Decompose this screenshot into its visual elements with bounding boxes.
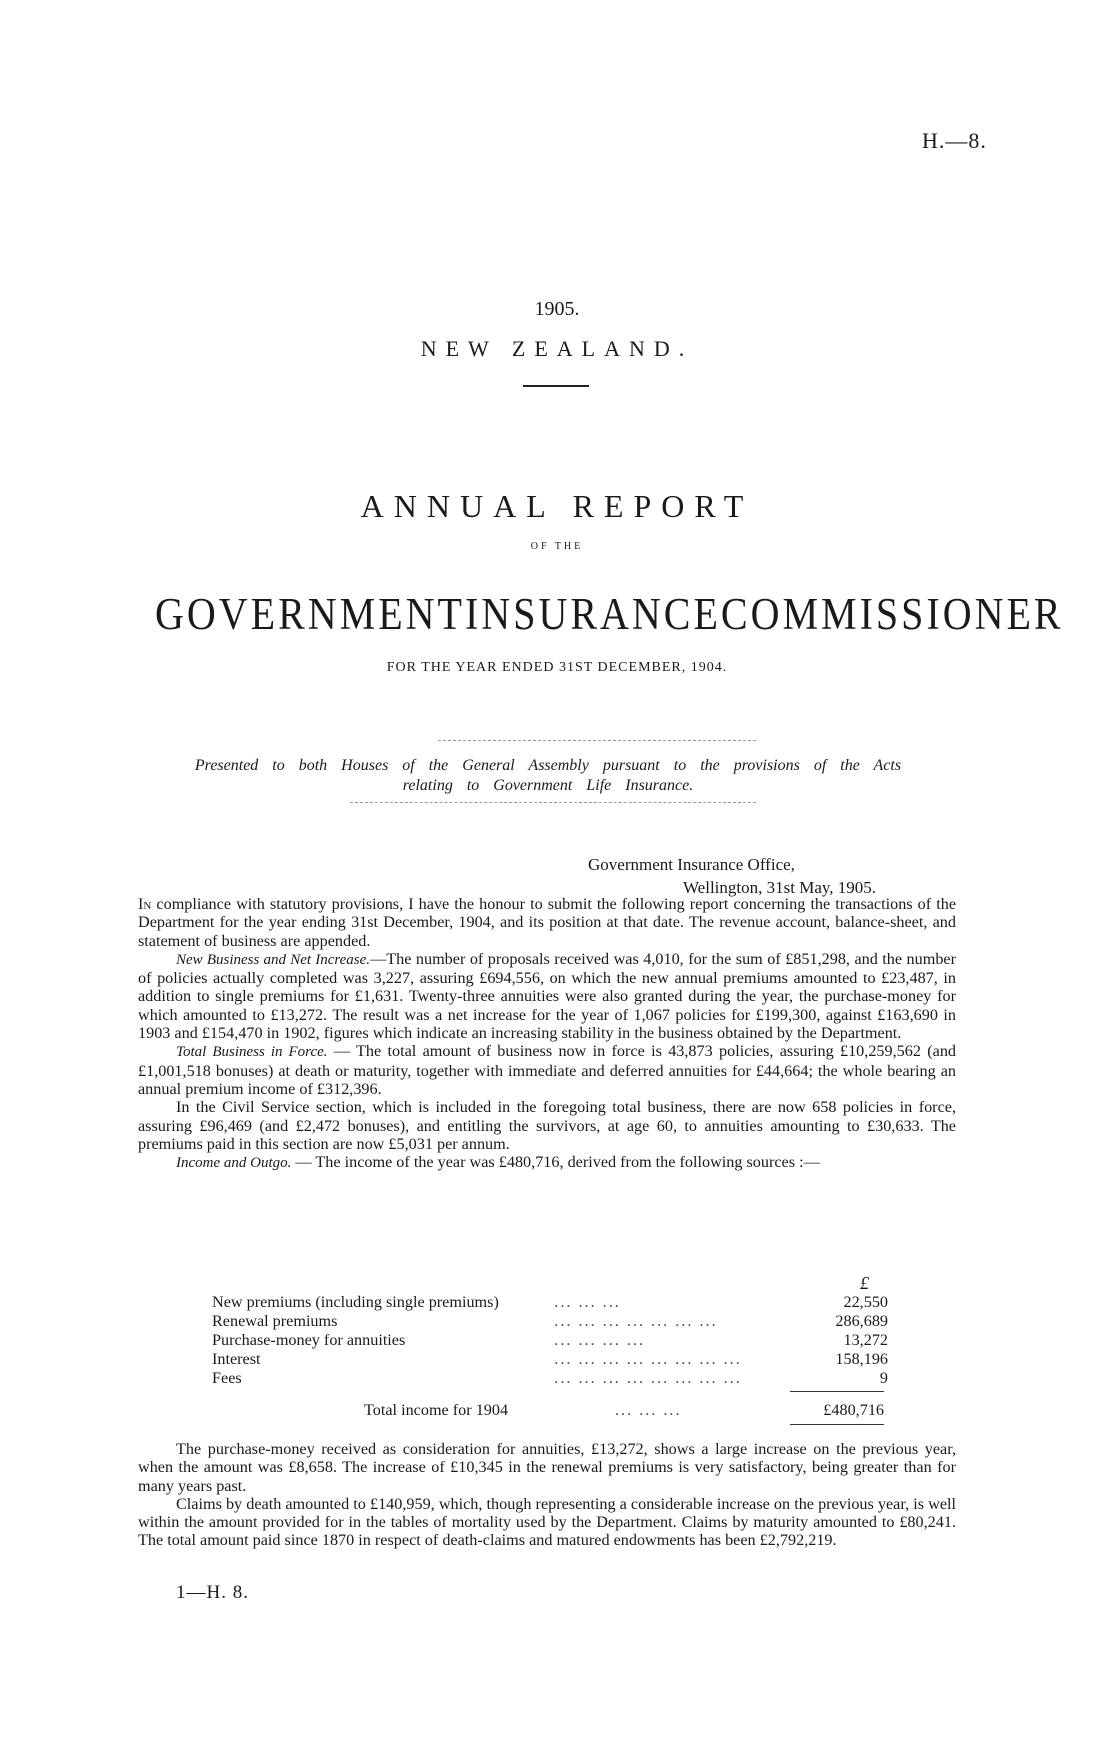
title-commissioner [155, 586, 1064, 640]
row-amount: 22,550 [843, 1293, 888, 1311]
income-table [212, 1293, 888, 1388]
new-business-text: —The number of proposals received was 4,010, for the sum of £851,298, and the number of policies actually completed was 3,227, assuring £694,556, on which the new annual premiums amounted to £23,487, in addition to single premiums for £1,631. Twenty-three annuities were also granted during the year, the purchase-money for which amounted to £13,272. The result was a net increase for the year of 1,067 policies for £199,300, against £163,690 in 1903 and £154,470 in 1902, figures which indicate an increasing stability in the business obtained by the Department. [138, 949, 956, 1043]
sheet-reference: 1—H. 8. [176, 1582, 249, 1603]
row-amount: 9 [879, 1369, 888, 1387]
row-amount: 286,689 [835, 1312, 888, 1330]
letter-date: Wellington, 31st May, 1905. [683, 878, 877, 897]
row-leader-dots: ... ... ... ... ... ... ... [554, 1312, 718, 1330]
presentation-note [138, 756, 958, 796]
paragraph-civil-service: In the Civil Service section, which is included in the foregoing total business, there are now 658 policies in force, assuring £96,469 (and £2,472 bonuses), and entitling the survivors, at age 60, to annuities amounting to £30,633. The premiums paid in this section are now £5,031 per annum. [138, 1098, 956, 1153]
divider-rule [523, 385, 589, 387]
paragraph-new-business [138, 950, 956, 1042]
title-word-government: GOVERNMENT [155, 587, 465, 640]
country-heading: NEW ZEALAND. [420, 336, 694, 361]
total-rule-above [790, 1391, 884, 1392]
paragraph-total-business [138, 1042, 956, 1098]
letter-body [138, 895, 956, 1172]
income-heading: Income and Outgo. [176, 1155, 292, 1172]
title-annual-report: ANNUAL REPORT [360, 488, 754, 524]
table-row [212, 1331, 888, 1350]
paragraph-purchase-money: The purchase-money received as consideration for annuities, £13,272, shows a large increase on the previous year, when the amount was £8,658. The increase of £10,345 in the renewal premiums is very satisfactory, being greater than for many years past. [138, 1440, 956, 1495]
table-row [212, 1369, 888, 1388]
paragraph-claims: Claims by death amounted to £140,959, which, though representing a considerable increase on the previous year, is well within the amount provided for in the tables of mortality used by the Department. Claims by maturity amounted to £80,241. The total amount paid since 1870 in respect of death-claims and matured endowments has been £2,792,219. [138, 1494, 956, 1550]
row-leader-dots: ... ... ... [554, 1293, 621, 1311]
row-leader-dots: ... ... ... ... ... ... ... ... [554, 1369, 742, 1387]
office-address: Government Insurance Office, [588, 855, 795, 874]
currency-column-head: £ [860, 1273, 869, 1293]
title-year-ended: FOR THE YEAR ENDED 31ST DECEMBER, 1904. [386, 660, 728, 675]
intro-text: compliance with statutory provisions, I have the honour to submit the following report concerning the transactions of the Department for the year ending 31st December, 1904, and its position at that date. The revenue account, balance-sheet, and statement of business are appended. [138, 895, 956, 950]
total-leader-dots: ... ... ... [615, 1401, 682, 1419]
title-word-insurance: INSURANCE [464, 587, 721, 640]
paragraph-income [138, 1153, 956, 1172]
row-amount: 13,272 [843, 1331, 888, 1349]
total-rule-below [790, 1424, 884, 1425]
page-reference: H.—8. [922, 128, 987, 153]
table-row [212, 1350, 888, 1369]
total-income-amount: £480,716 [823, 1401, 884, 1419]
row-label: New premiums (including single premiums) [212, 1293, 499, 1311]
letter-body-continued [138, 1440, 956, 1550]
row-leader-dots: ... ... ... ... [554, 1331, 645, 1349]
row-label: Interest [212, 1350, 261, 1368]
row-amount: 158,196 [835, 1350, 888, 1368]
intro-lead-word: In [138, 895, 152, 913]
table-row [212, 1312, 888, 1331]
total-business-text: — The total amount of business now in force is 43,873 policies, assuring £10,259,562 (and £1,001,518 bonuses) at death or maturity, together with immediate and deferred annuities for £44,664; the whole bearing an annual premium income of £312,396. [138, 1042, 957, 1098]
row-label: Renewal premiums [212, 1312, 338, 1330]
paragraph-intro [138, 895, 956, 950]
row-label: Purchase-money for annuities [212, 1331, 406, 1349]
total-income-label: Total income for 1904 [364, 1401, 509, 1419]
dashed-rule-top [438, 740, 756, 741]
title-of-the: OF THE [530, 541, 584, 552]
presentation-line-2: relating to Government Life Insurance. [402, 777, 694, 794]
table-row [212, 1293, 888, 1312]
total-business-heading: Total Business in Force. [176, 1044, 328, 1061]
new-business-heading: New Business and Net Increase. [176, 951, 371, 968]
dashed-rule-bottom [350, 802, 756, 803]
income-text: — The income of the year was £480,716, derived from the following sources :— [291, 1153, 820, 1172]
presentation-line-1: Presented to both Houses of the General Assembly pursuant to the provisions of the Acts [194, 757, 902, 774]
report-year: 1905. [534, 298, 580, 320]
title-word-commissioner: COMMISSIONER [720, 587, 1064, 640]
row-leader-dots: ... ... ... ... ... ... ... ... [554, 1350, 742, 1368]
row-label: Fees [212, 1369, 242, 1387]
